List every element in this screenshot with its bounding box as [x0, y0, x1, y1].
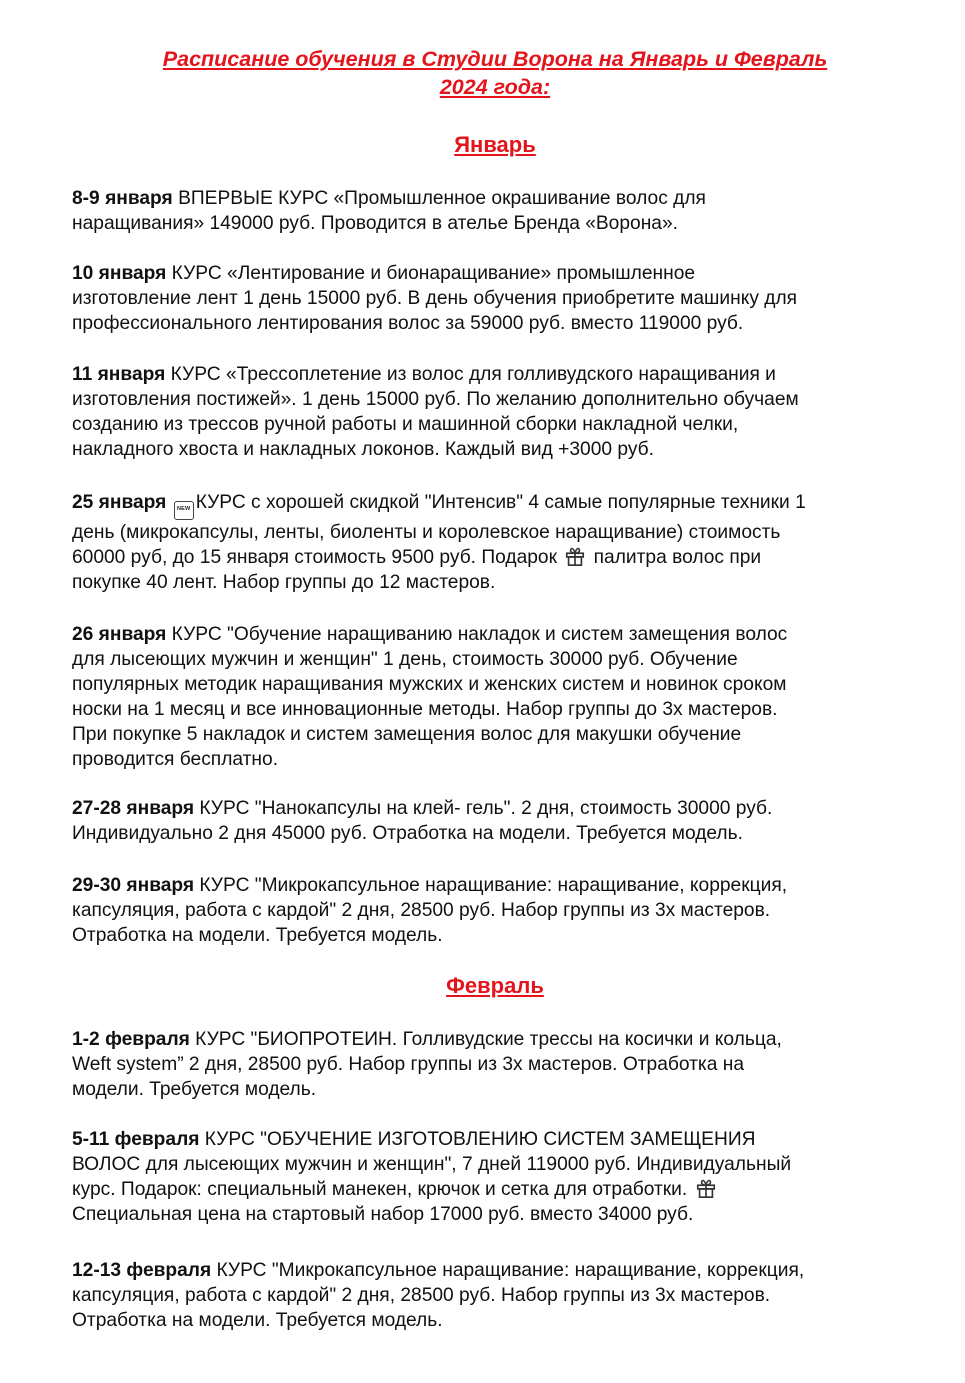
entry-text: 60000 руб, до 15 января стоимость 9500 руб. Подарок: [72, 547, 563, 568]
entry-date: 10 января: [72, 263, 167, 284]
schedule-entry: [72, 1127, 932, 1227]
entry-text: созданию из трессов ручной работы и машинной сборки накладной челки,: [72, 414, 739, 435]
entry-text: ВОЛОС для лысеющих мужчин и женщин", 7 дней 119000 руб. Индивидуальный: [72, 1154, 792, 1175]
entry-date: 11 января: [72, 364, 166, 385]
schedule-entry: [72, 1258, 932, 1333]
entry-text: наращивания» 149000 руб. Проводится в ателье Бренда «Ворона».: [72, 213, 678, 234]
month-heading-january: Январь: [454, 132, 536, 157]
entry-date: 12-13 февраля: [72, 1260, 212, 1281]
entry-text: Отработка на модели. Требуется модель.: [72, 1310, 443, 1331]
entry-text: Weft system” 2 дня, 28500 руб. Набор группы из 3х мастеров. Отработка на: [72, 1054, 745, 1075]
entry-text: КУРС "Микрокапсульное наращивание: наращивание, коррекция,: [211, 1260, 805, 1281]
gift-icon: [695, 1177, 717, 1199]
entry-text: КУРС «Лентирование и бионаращивание» промышленное: [166, 263, 696, 284]
title-line-1: Расписание обучения в Студии Ворона на Январь и Февраль: [162, 47, 828, 71]
schedule-entry: [72, 186, 932, 236]
entry-date: 1-2 февраля: [72, 1029, 190, 1050]
entry-date: 26 января: [72, 624, 167, 645]
entry-text: изготовления постижей». 1 день 15000 руб. По желанию дополнительно обучаем: [72, 389, 799, 410]
entry-date: 25 января: [72, 492, 167, 513]
title-line-2: 2024 года:: [439, 75, 551, 99]
entry-text: накладного хвоста и накладных локонов. Каждый вид +3000 руб.: [72, 439, 654, 460]
entry-date: 8-9 января: [72, 188, 173, 209]
entry-text: КУРС "ОБУЧЕНИЕ ИЗГОТОВЛЕНИЮ СИСТЕМ ЗАМЕЩЕНИЯ: [199, 1129, 756, 1150]
schedule-entry: [72, 490, 932, 595]
entry-date: 27-28 января: [72, 798, 195, 819]
entry-text: КУРС "Обучение наращиванию накладок и систем замещения волос: [166, 624, 788, 645]
entry-text: носки на 1 месяц и все инновационные методы. Набор группы до 3х мастеров.: [72, 699, 778, 720]
entry-date: 5-11 февраля: [72, 1129, 200, 1150]
entry-text: проводится бесплатно.: [72, 749, 279, 770]
entry-text: популярных методик наращивания мужских и женских систем и новинок сроком: [72, 674, 787, 695]
entry-text: палитра волос при: [588, 547, 762, 568]
entry-text: КУРС "БИОПРОТЕИН. Голливудские трессы на косички и кольца,: [189, 1029, 782, 1050]
entry-text: капсуляция, работа с кардой" 2 дня, 28500 руб. Набор группы из 3х мастеров.: [72, 1285, 771, 1306]
entry-text: Индивидуально 2 дня 45000 руб. Отработка на модели. Требуется модель.: [72, 823, 743, 844]
entry-text: покупке 40 лент. Набор группы до 12 мастеров.: [72, 572, 496, 593]
entry-text: профессионального лентирования волос за 59000 руб. вместо 119000 руб.: [72, 313, 744, 334]
entry-text: КУРС «Трессоплетение из волос для голливудского наращивания и: [165, 364, 776, 385]
entry-text: капсуляция, работа с кардой" 2 дня, 28500 руб. Набор группы из 3х мастеров.: [72, 900, 771, 921]
entry-text: ВПЕРВЫЕ КУРС «Промышленное окрашивание волос для: [172, 188, 706, 209]
entry-text: для лысеющих мужчин и женщин" 1 день, стоимость 30000 руб. Обучение: [72, 649, 738, 670]
schedule-entry: [72, 1027, 932, 1102]
entry-text: КУРС с хорошей скидкой "Интенсив" 4 самые популярные техники 1: [195, 492, 806, 513]
schedule-entry: [72, 261, 932, 336]
entry-text: При покупке 5 накладок и систем замещения волос для макушки обучение: [72, 724, 742, 745]
month-heading-february: Февраль: [446, 973, 544, 998]
entry-text: изготовление лент 1 день 15000 руб. В день обучения приобретите машинку для: [72, 288, 798, 309]
entry-text: Отработка на модели. Требуется модель.: [72, 925, 443, 946]
entry-text: курс. Подарок: специальный манекен, крючок и сетка для отработки.: [72, 1179, 693, 1200]
entry-text: модели. Требуется модель.: [72, 1079, 317, 1100]
entry-date: 29-30 января: [72, 875, 195, 896]
entry-text: день (микрокапсулы, ленты, биоленты и королевское наращивание) стоимость: [72, 522, 781, 543]
page-title: [40, 45, 950, 101]
schedule-entry: [72, 796, 932, 846]
entry-text: КУРС "Микрокапсульное наращивание: наращивание, коррекция,: [194, 875, 788, 896]
gift-icon: [564, 545, 586, 567]
entry-text: КУРС "Нанокапсулы на клей- гель". 2 дня, стоимость 30000 руб.: [194, 798, 773, 819]
entry-text: Специальная цена на стартовый набор 17000 руб. вместо 34000 руб.: [72, 1204, 694, 1225]
new-badge-icon: NEW: [174, 501, 194, 520]
schedule-entry: [72, 362, 932, 462]
schedule-entry: [72, 873, 932, 948]
schedule-entry: [72, 622, 932, 772]
